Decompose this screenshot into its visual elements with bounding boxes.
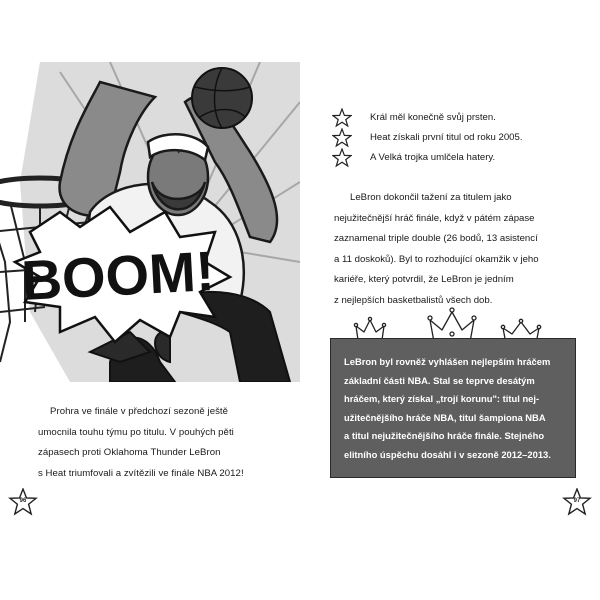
boom-text: BOOM!: [19, 238, 216, 313]
box-line: a titul nejužitečnějšího hráče finále. Stejného: [344, 430, 545, 442]
box-line: LeBron byl rovněž vyhlášen nejlepším hráčem: [344, 356, 551, 367]
page-number-text: 97: [573, 498, 581, 504]
paragraph-line: zápasech proti Oklahoma Thunder LeBron: [38, 447, 221, 458]
dunk-illustration: [0, 62, 300, 382]
list-item-text: A Velká trojka umlčela hatery.: [370, 152, 496, 163]
star-bullet-icon: [332, 128, 352, 148]
left-page-paragraph: [38, 402, 288, 484]
list-item-text: Král měl konečně svůj prsten.: [370, 112, 496, 123]
list-item: [332, 108, 582, 128]
box-line: užitečnějšího hráče NBA, titul šampiona NBA: [344, 411, 546, 423]
paragraph-line: LeBron dokončil tažení za titulem jako: [350, 192, 512, 203]
box-line: elitního úspěchu dosáhl i v sezoně 2012–2013.: [344, 448, 551, 460]
illustration-svg: [0, 62, 300, 382]
star-bullet-icon: [332, 148, 352, 168]
triple-crown-info-box: [330, 338, 576, 478]
page-number-left: [8, 488, 38, 516]
list-item: [332, 128, 582, 148]
box-line: základní části NBA. Stal se teprve desátým: [344, 374, 535, 386]
page-number-right: [562, 488, 592, 516]
right-page-paragraph: [334, 188, 584, 311]
headband-logo: ✓: [176, 147, 184, 156]
paragraph-line: Prohra ve finále v předchozí sezoně ještě: [50, 406, 229, 417]
box-line: hráčem, který získal „trojí korunu": titul nej-: [344, 393, 540, 405]
paragraph-line: z nejlepších basketbalistů všech dob.: [334, 294, 493, 306]
paragraph-line: kariéře, který potvrdil, že LeBron je jedním: [334, 274, 514, 285]
paragraph-line: zaznamenal triple double (26 bodů, 13 asistencí: [334, 233, 538, 244]
paragraph-line: umocnila touhu týmu po titulu. V pouhých pěti: [38, 426, 234, 438]
star-bullet-icon: [332, 108, 352, 128]
star-bullet-list: [332, 108, 582, 168]
list-item-text: Heat získali první titul od roku 2005.: [370, 132, 523, 143]
page-number-text: 96: [19, 498, 27, 504]
paragraph-line: nejužitečnější hráč finále, když v pátém zápase: [334, 212, 535, 224]
paragraph-line: s Heat triumfovali a zvítězili ve finále NBA 2012!: [38, 467, 244, 479]
basketball: [192, 68, 252, 128]
crown-icon: [428, 308, 476, 342]
list-item: [332, 148, 582, 168]
crown-icon: [354, 317, 385, 340]
paragraph-line: a 11 doskoků). Byl to rozhodující okamžik v jeho: [334, 253, 539, 265]
